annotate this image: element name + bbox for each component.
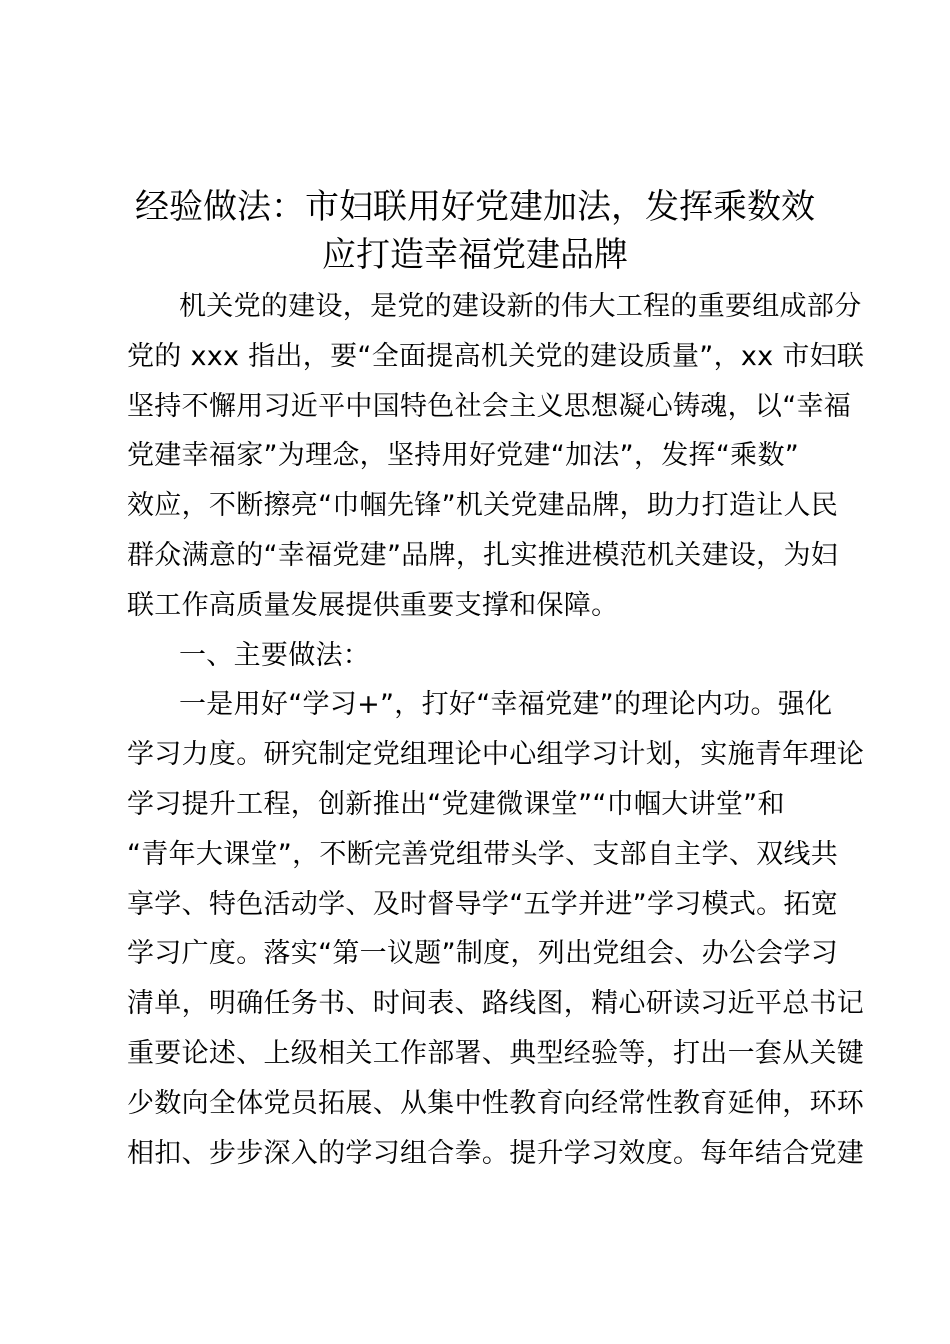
title-line-2: 应打造幸福党建品牌 xyxy=(322,235,628,275)
title-line-1: 经验做法：市妇联用好党建加法，发挥乘数效 xyxy=(135,187,815,227)
body-line: 重要论述、上级相关工作部署、典型经验等，打出一套从关键 xyxy=(127,1037,865,1069)
body-line: 效应，不断擦亮“巾帼先锋”机关党建品牌，助力打造让人民 xyxy=(127,490,839,522)
document-body xyxy=(127,282,865,1178)
body-line: 群众满意的“幸福党建”品牌，扎实推进模范机关建设，为妇 xyxy=(127,539,839,571)
body-line: 学习广度。落实“第一议题”制度，列出党组会、办公会学习 xyxy=(127,938,839,970)
body-line: 学习力度。研究制定党组理论中心组学习计划，实施青年理论 xyxy=(127,739,865,771)
body-line: “青年大课堂”，不断完善党组带头学、支部自主学、双线共 xyxy=(127,838,839,870)
section-heading: 一、主要做法： xyxy=(179,639,371,671)
body-line: 联工作高质量发展提供重要支撑和保障。 xyxy=(127,589,619,621)
document-title xyxy=(100,183,850,279)
body-line: 坚持不懈用习近平中国特色社会主义思想凝心铸魂，以“幸福 xyxy=(127,390,852,422)
body-line: 学习提升工程，创新推出“党建微课堂”“巾帼大讲堂”和 xyxy=(127,788,785,820)
body-line: 享学、特色活动学、及时督导学“五学并进”学习模式。拓宽 xyxy=(127,888,839,920)
body-line: 清单，明确任务书、时间表、路线图，精心研读习近平总书记 xyxy=(127,988,865,1020)
body-line: 一是用好“学习+”，打好“幸福党建”的理论内功。强化 xyxy=(179,689,833,721)
body-line: 机关党的建设，是党的建设新的伟大工程的重要组成部分 xyxy=(179,291,862,322)
body-line: 少数向全体党员拓展、从集中性教育向经常性教育延伸，环环 xyxy=(127,1087,865,1119)
body-line: 党的 xxx 指出，要“全面提高机关党的建设质量”，xx 市妇联 xyxy=(127,340,865,372)
body-line: 党建幸福家”为理念，坚持用好党建“加法”，发挥“乘数” xyxy=(127,440,800,472)
body-line: 相扣、步步深入的学习组合拳。提升学习效度。每年结合党建 xyxy=(127,1137,865,1169)
